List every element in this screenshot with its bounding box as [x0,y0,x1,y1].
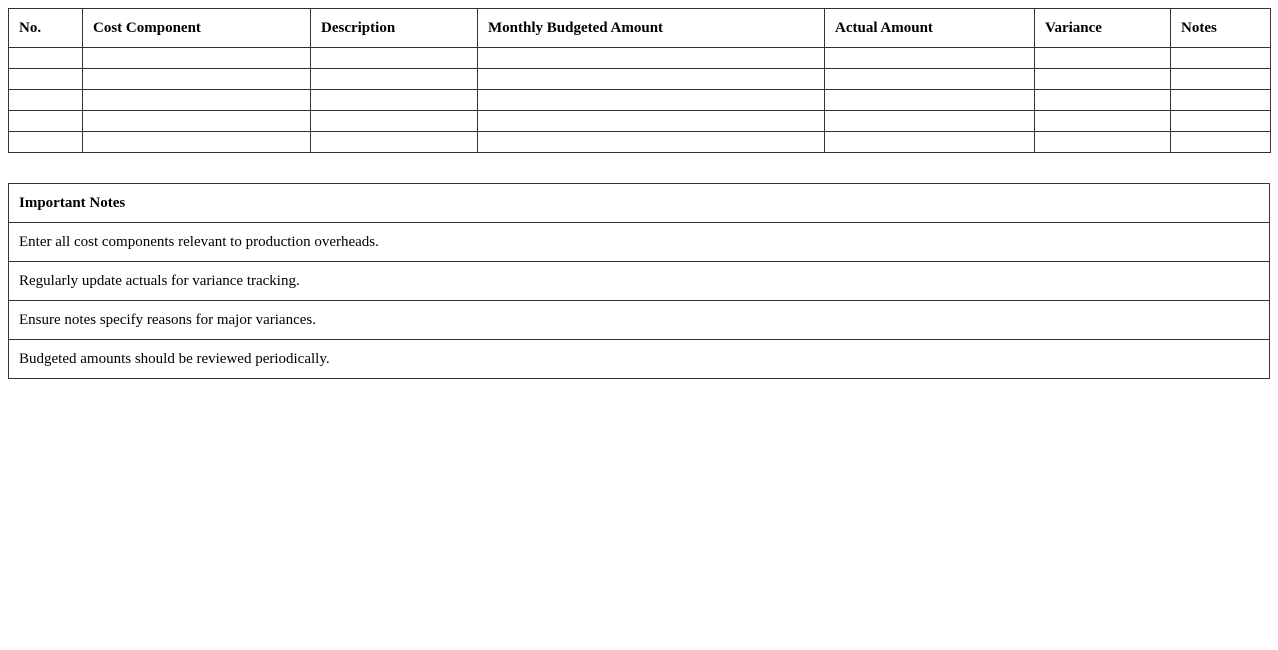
budget-table [8,8,1271,153]
cell-description[interactable] [311,69,478,90]
notes-title-row [9,184,1270,223]
cell-variance[interactable] [1035,132,1171,153]
header-monthly-budgeted-amount: Monthly Budgeted Amount [478,9,825,48]
cell-cost-component[interactable] [83,90,311,111]
cell-monthly-budgeted-amount[interactable] [478,111,825,132]
cell-no[interactable] [9,90,83,111]
cell-monthly-budgeted-amount[interactable] [478,132,825,153]
cell-actual-amount[interactable] [825,132,1035,153]
list-item [9,340,1270,379]
cell-cost-component[interactable] [83,69,311,90]
cell-notes[interactable] [1171,132,1271,153]
cell-cost-component[interactable] [83,48,311,69]
header-variance: Variance [1035,9,1171,48]
cell-no[interactable] [9,48,83,69]
header-no: No. [9,9,83,48]
cell-actual-amount[interactable] [825,90,1035,111]
cell-description[interactable] [311,111,478,132]
cell-variance[interactable] [1035,111,1171,132]
cell-variance[interactable] [1035,48,1171,69]
cell-notes[interactable] [1171,48,1271,69]
cell-description[interactable] [311,48,478,69]
table-row [9,90,1271,111]
table-row [9,69,1271,90]
cell-notes[interactable] [1171,69,1271,90]
cell-no[interactable] [9,69,83,90]
cell-monthly-budgeted-amount[interactable] [478,69,825,90]
cell-notes[interactable] [1171,90,1271,111]
note-text: Budgeted amounts should be reviewed periodically. [9,340,1270,379]
cell-description[interactable] [311,90,478,111]
table-row [9,111,1271,132]
note-text: Enter all cost components relevant to production overheads. [9,223,1270,262]
header-cost-component: Cost Component [83,9,311,48]
header-notes: Notes [1171,9,1271,48]
cell-actual-amount[interactable] [825,48,1035,69]
cell-variance[interactable] [1035,90,1171,111]
list-item [9,223,1270,262]
important-notes-table [8,183,1270,379]
header-description: Description [311,9,478,48]
cell-actual-amount[interactable] [825,69,1035,90]
list-item [9,262,1270,301]
header-actual-amount: Actual Amount [825,9,1035,48]
cell-description[interactable] [311,132,478,153]
cell-cost-component[interactable] [83,132,311,153]
cell-notes[interactable] [1171,111,1271,132]
table-row [9,48,1271,69]
table-header-row [9,9,1271,48]
cell-no[interactable] [9,132,83,153]
note-text: Ensure notes specify reasons for major variances. [9,301,1270,340]
notes-title: Important Notes [9,184,1270,223]
cell-monthly-budgeted-amount[interactable] [478,48,825,69]
list-item [9,301,1270,340]
cell-monthly-budgeted-amount[interactable] [478,90,825,111]
cell-variance[interactable] [1035,69,1171,90]
table-row [9,132,1271,153]
cell-no[interactable] [9,111,83,132]
cell-cost-component[interactable] [83,111,311,132]
note-text: Regularly update actuals for variance tracking. [9,262,1270,301]
cell-actual-amount[interactable] [825,111,1035,132]
